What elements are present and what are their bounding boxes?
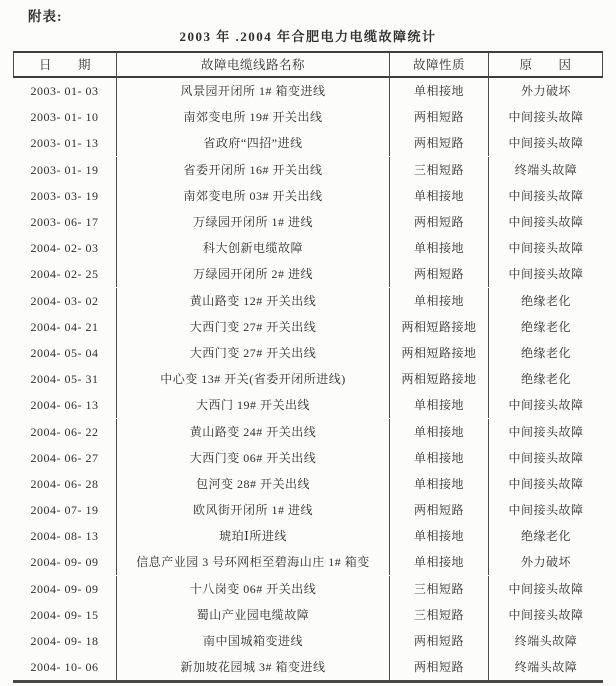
cell-date: 2004- 10- 06 bbox=[13, 654, 117, 680]
cell-line-name: 大西门变 27# 开关出线 bbox=[117, 340, 390, 366]
cell-cause: 中间接头故障 bbox=[508, 398, 584, 413]
cell-fault-nature: 三相短路 bbox=[390, 602, 489, 628]
cell-cause: 中间接头故障 bbox=[508, 607, 584, 622]
fault-statistics-table bbox=[13, 51, 603, 683]
table-row bbox=[13, 78, 603, 104]
cell-cause: 中间接头故障 bbox=[508, 267, 584, 282]
table-row bbox=[13, 235, 603, 261]
cell-date: 2003- 01- 03 bbox=[13, 78, 117, 104]
cell-date: 2004- 05- 04 bbox=[13, 340, 117, 366]
cell-line-name: 欧风街开闭所 1# 进线 bbox=[117, 497, 390, 523]
cell-cause: 中间接头故障 bbox=[508, 450, 584, 465]
cell-date: 2004- 09- 15 bbox=[13, 602, 117, 628]
cell-fault-nature: 两相短路接地 bbox=[390, 340, 489, 366]
cell-line-name: 信息产业园 3 号环网柜至碧海山庄 1# 箱变 bbox=[117, 549, 390, 575]
table-row bbox=[13, 288, 603, 314]
table-row bbox=[13, 366, 603, 392]
cell-line-name: 万绿园开闭所 1# 进线 bbox=[117, 209, 390, 235]
cell-fault-nature: 单相接地 bbox=[390, 392, 489, 418]
table-row bbox=[13, 157, 603, 183]
cell-cause: 绝缘老化 bbox=[520, 372, 571, 387]
column-header-fault-nature: 故障性质 bbox=[390, 52, 489, 78]
table-row bbox=[13, 314, 603, 340]
cell-fault-nature: 两相短路 bbox=[390, 104, 489, 130]
cell-date: 2003- 03- 19 bbox=[13, 183, 117, 209]
cell-fault-nature: 两相短路接地 bbox=[390, 314, 489, 340]
cell-fault-nature: 单相接地 bbox=[390, 78, 489, 104]
cell-fault-nature: 单相接地 bbox=[390, 445, 489, 471]
cell-line-name: 南郊变电所 03# 开关出线 bbox=[117, 183, 390, 209]
cell-line-name: 南中国城箱变进线 bbox=[117, 628, 390, 654]
cell-cause: 中间接头故障 bbox=[508, 136, 584, 151]
table-header-row bbox=[13, 51, 603, 78]
table-row bbox=[13, 392, 603, 418]
cell-fault-nature: 单相接地 bbox=[390, 549, 489, 575]
column-header-date: 日 期 bbox=[14, 52, 117, 78]
cell-date: 2003- 01- 13 bbox=[13, 130, 117, 156]
cell-fault-nature: 两相短路 bbox=[390, 497, 489, 523]
table-row bbox=[13, 130, 603, 156]
cell-line-name: 风景园开闭所 1# 箱变进线 bbox=[117, 78, 390, 104]
cell-line-name: 黄山路变 24# 开关出线 bbox=[117, 419, 390, 445]
cell-line-name: 南郊变电所 19# 开关出线 bbox=[117, 104, 390, 130]
cell-cause: 中间接头故障 bbox=[508, 581, 584, 596]
cell-cause: 中间接头故障 bbox=[508, 503, 584, 518]
cell-date: 2003- 01- 10 bbox=[13, 104, 117, 130]
table-row bbox=[13, 576, 603, 602]
cell-date: 2004- 02- 03 bbox=[13, 235, 117, 261]
table-row bbox=[13, 445, 603, 471]
cell-cause: 绝缘老化 bbox=[520, 293, 571, 308]
cell-cause: 终端头故障 bbox=[514, 660, 578, 675]
cell-fault-nature: 单相接地 bbox=[390, 471, 489, 497]
cell-date: 2004- 06- 13 bbox=[13, 392, 117, 418]
cell-date: 2004- 07- 19 bbox=[13, 497, 117, 523]
cell-line-name: 新加坡花园城 3# 箱变进线 bbox=[117, 654, 390, 680]
cell-line-name: 万绿园开闭所 2# 进线 bbox=[117, 261, 390, 287]
table-row bbox=[13, 523, 603, 549]
cell-fault-nature: 两相短路接地 bbox=[390, 366, 489, 392]
cell-fault-nature: 单相接地 bbox=[390, 288, 489, 314]
table-row bbox=[13, 549, 603, 575]
table-row bbox=[13, 418, 603, 444]
cell-date: 2004- 09- 18 bbox=[13, 628, 117, 654]
cell-cause: 绝缘老化 bbox=[520, 529, 571, 544]
cell-line-name: 大西门变 27# 开关出线 bbox=[117, 314, 390, 340]
table-row bbox=[13, 209, 603, 235]
cell-date: 2004- 06- 28 bbox=[13, 471, 117, 497]
cell-line-name: 省委开闭所 16# 开关出线 bbox=[117, 157, 390, 183]
cell-line-name: 科大创新电缆故障 bbox=[117, 235, 390, 261]
cell-line-name: 大西门 19# 开关出线 bbox=[117, 392, 390, 418]
cell-fault-nature: 三相短路 bbox=[390, 157, 489, 183]
cell-cause: 中间接头故障 bbox=[508, 424, 584, 439]
cell-cause: 中间接头故障 bbox=[508, 476, 584, 491]
cell-fault-nature: 两相短路 bbox=[390, 261, 489, 287]
cell-date: 2004- 06- 27 bbox=[13, 445, 117, 471]
cell-fault-nature: 两相短路 bbox=[390, 654, 489, 680]
table-row bbox=[13, 340, 603, 366]
cell-date: 2004- 09- 09 bbox=[13, 576, 117, 602]
cell-date: 2004- 08- 13 bbox=[13, 523, 117, 549]
cell-date: 2004- 09- 09 bbox=[13, 549, 117, 575]
cell-date: 2004- 06- 22 bbox=[13, 419, 117, 445]
cell-cause: 终端头故障 bbox=[514, 162, 578, 177]
cell-line-name: 中心变 13# 开关(省委开闭所进线) bbox=[117, 366, 390, 392]
table-row bbox=[13, 628, 603, 654]
cell-cause: 终端头故障 bbox=[514, 634, 578, 649]
table-row bbox=[13, 602, 603, 628]
cell-line-name: 大西门变 06# 开关出线 bbox=[117, 445, 390, 471]
table-row bbox=[13, 183, 603, 209]
cell-line-name: 蜀山产业园电缆故障 bbox=[117, 602, 390, 628]
cell-fault-nature: 单相接地 bbox=[390, 419, 489, 445]
cell-fault-nature: 两相短路 bbox=[390, 130, 489, 156]
cell-line-name: 黄山路变 12# 开关出线 bbox=[117, 288, 390, 314]
cell-fault-nature: 两相短路 bbox=[390, 628, 489, 654]
appendix-label: 附表: bbox=[28, 9, 63, 24]
cell-cause: 中间接头故障 bbox=[508, 110, 584, 125]
table-row bbox=[13, 261, 603, 287]
cell-cause: 外力破坏 bbox=[520, 555, 571, 570]
column-header-cause: 原 因 bbox=[519, 57, 572, 72]
page-title: 2003 年 .2004 年合肥电力电缆故障统计 bbox=[179, 29, 437, 44]
cell-cause: 外力破坏 bbox=[520, 84, 571, 99]
table-row bbox=[13, 104, 603, 130]
cell-cause: 中间接头故障 bbox=[508, 215, 584, 230]
cell-line-name: 省政府“四招”进线 bbox=[117, 130, 390, 156]
cell-cause: 绝缘老化 bbox=[520, 345, 571, 360]
cell-date: 2004- 03- 02 bbox=[13, 288, 117, 314]
cell-fault-nature: 单相接地 bbox=[390, 523, 489, 549]
cell-date: 2004- 04- 21 bbox=[13, 314, 117, 340]
cell-cause: 绝缘老化 bbox=[520, 319, 571, 334]
cell-fault-nature: 单相接地 bbox=[390, 235, 489, 261]
table-row bbox=[13, 471, 603, 497]
table-row bbox=[13, 654, 603, 680]
cell-cause: 中间接头故障 bbox=[508, 241, 584, 256]
cell-line-name: 包河变 28# 开关出线 bbox=[117, 471, 390, 497]
cell-cause: 中间接头故障 bbox=[508, 188, 584, 203]
table-body bbox=[13, 78, 603, 683]
cell-fault-nature: 单相接地 bbox=[390, 183, 489, 209]
cell-date: 2003- 01- 19 bbox=[13, 157, 117, 183]
cell-date: 2004- 02- 25 bbox=[13, 261, 117, 287]
cell-date: 2003- 06- 17 bbox=[13, 209, 117, 235]
column-header-line-name: 故障电缆线路名称 bbox=[117, 52, 390, 78]
cell-line-name: 琥珀Ⅰ所进线 bbox=[117, 523, 390, 549]
cell-date: 2004- 05- 31 bbox=[13, 366, 117, 392]
cell-fault-nature: 两相短路 bbox=[390, 209, 489, 235]
cell-line-name: 十八岗变 06# 开关出线 bbox=[117, 576, 390, 602]
cell-fault-nature: 三相短路 bbox=[390, 576, 489, 602]
table-row bbox=[13, 497, 603, 523]
